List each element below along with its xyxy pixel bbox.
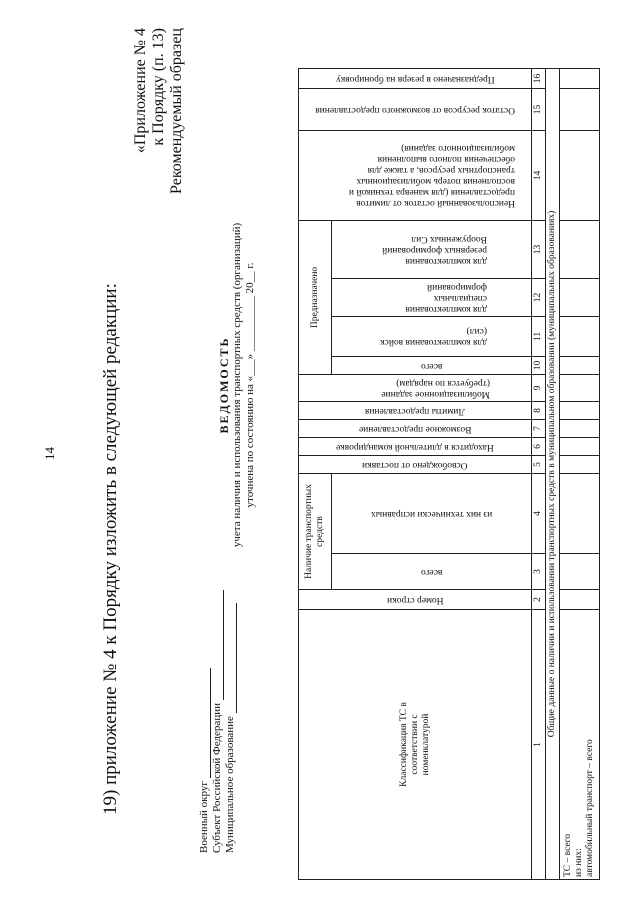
column-number: 3 — [532, 554, 546, 590]
table-cell — [560, 474, 600, 554]
amendment-heading: 19) приложение № 4 к Порядку изложить в следующей редакции: — [100, 283, 121, 815]
table-cell — [560, 221, 600, 279]
meta-district-line — [200, 668, 211, 778]
group-presence: Наличие транспортных средств — [299, 474, 332, 590]
meta-subject-line — [213, 590, 224, 700]
col-reserve-stock: Предназначено в резерв на бронировку — [299, 69, 532, 89]
appendix-block — [132, 28, 186, 194]
table-cell — [560, 375, 600, 402]
meta-subject: Субъект Российской Федерации — [211, 703, 223, 853]
column-number: 4 — [532, 474, 546, 554]
appendix-line-3: Рекомендуемый образец — [168, 28, 185, 194]
row-label-automobile: автомобильный транспорт – всего — [585, 739, 595, 877]
table-cell — [560, 590, 600, 610]
column-number: 16 — [532, 69, 546, 89]
column-number: 10 — [532, 357, 546, 375]
column-number: 5 — [532, 456, 546, 474]
table-cell — [560, 357, 600, 375]
col-special: для комплектования специальных формирований — [332, 279, 532, 317]
col-total: всего — [332, 554, 532, 590]
page-number: 14 — [42, 447, 57, 460]
data-row-vehicles — [560, 69, 600, 880]
column-number: 12 — [532, 279, 546, 317]
column-number: 14 — [532, 131, 546, 221]
meta-municipality: Муниципальное образование — [224, 716, 236, 853]
column-number-row — [532, 69, 546, 880]
column-number: 11 — [532, 317, 546, 357]
column-number: 15 — [532, 89, 546, 131]
col-reserve: для комплектования резервных формирований Вооруженных Сил — [332, 221, 532, 279]
header-row-1 — [299, 69, 332, 880]
row-label-of-which: из них: — [574, 848, 584, 877]
table-cell — [560, 554, 600, 590]
column-number: 2 — [532, 590, 546, 610]
col-mob-task: Мобилизационное задание (требуется по нарядам) — [299, 375, 532, 402]
meta-block — [198, 590, 237, 853]
col-row-number: Номер строки — [299, 590, 532, 610]
meta-municipality-line — [226, 603, 237, 713]
table-cell — [560, 317, 600, 357]
table-cell — [560, 438, 600, 456]
table-cell — [560, 279, 600, 317]
col-serviceable: из них технически исправных — [332, 474, 532, 554]
appendix-line-1: «Приложение № 4 — [132, 28, 149, 154]
col-long-term: Находится в длительной командировке — [299, 438, 532, 456]
col-unused: Неиспользованный остаток от лимитов предоставления (для маневра техникой и восполнения потерь мобилизационных транспортных ресурсов, а также для обеспечения полного выполнения мобилизационного задания) — [299, 131, 532, 221]
col-possible: Возможное предоставление — [299, 420, 532, 438]
column-number: 6 — [532, 438, 546, 456]
statement-title — [218, 195, 257, 575]
col-freed: Освобождено от поставки — [299, 456, 532, 474]
table-cell — [560, 89, 600, 131]
column-number: 1 — [532, 610, 546, 880]
col-remaining: Остаток ресурсов от возможного предоставления — [299, 89, 532, 131]
row-label-total: ТС – всего — [563, 833, 573, 877]
column-number: 13 — [532, 221, 546, 279]
column-number: 8 — [532, 402, 546, 420]
col-troops: для комплектования войск (сил) — [332, 317, 532, 357]
col-assigned-total: всего — [332, 357, 532, 375]
title-line-2: учета наличия и использования транспортных средств (организаций) — [231, 222, 243, 548]
section-row — [546, 69, 560, 880]
section-label: Общие данные о наличии и использовании транспортных средств в муниципальном образовании (муниципальных образованиях) — [546, 69, 560, 880]
group-assigned: Предназначено — [299, 221, 332, 375]
title-line-3: уточнена по состоянию на «___» __________ 20__ г. — [244, 262, 256, 508]
table-cell — [560, 131, 600, 221]
column-number: 7 — [532, 420, 546, 438]
meta-district: Военный округ — [198, 781, 210, 853]
col-classification: Классификация ТС в соответствии с номенклатурой — [299, 610, 532, 880]
column-number: 9 — [532, 375, 546, 402]
appendix-line-2: к Порядку (п. 13) — [150, 28, 167, 146]
row-label — [560, 610, 600, 880]
table-cell — [560, 402, 600, 420]
table-cell — [560, 456, 600, 474]
table-cell — [560, 69, 600, 89]
table-cell — [560, 420, 600, 438]
statement-table — [298, 68, 600, 880]
title-line-1: ВЕДОМОСТЬ — [217, 336, 231, 434]
col-limits: Лимиты предоставления — [299, 402, 532, 420]
